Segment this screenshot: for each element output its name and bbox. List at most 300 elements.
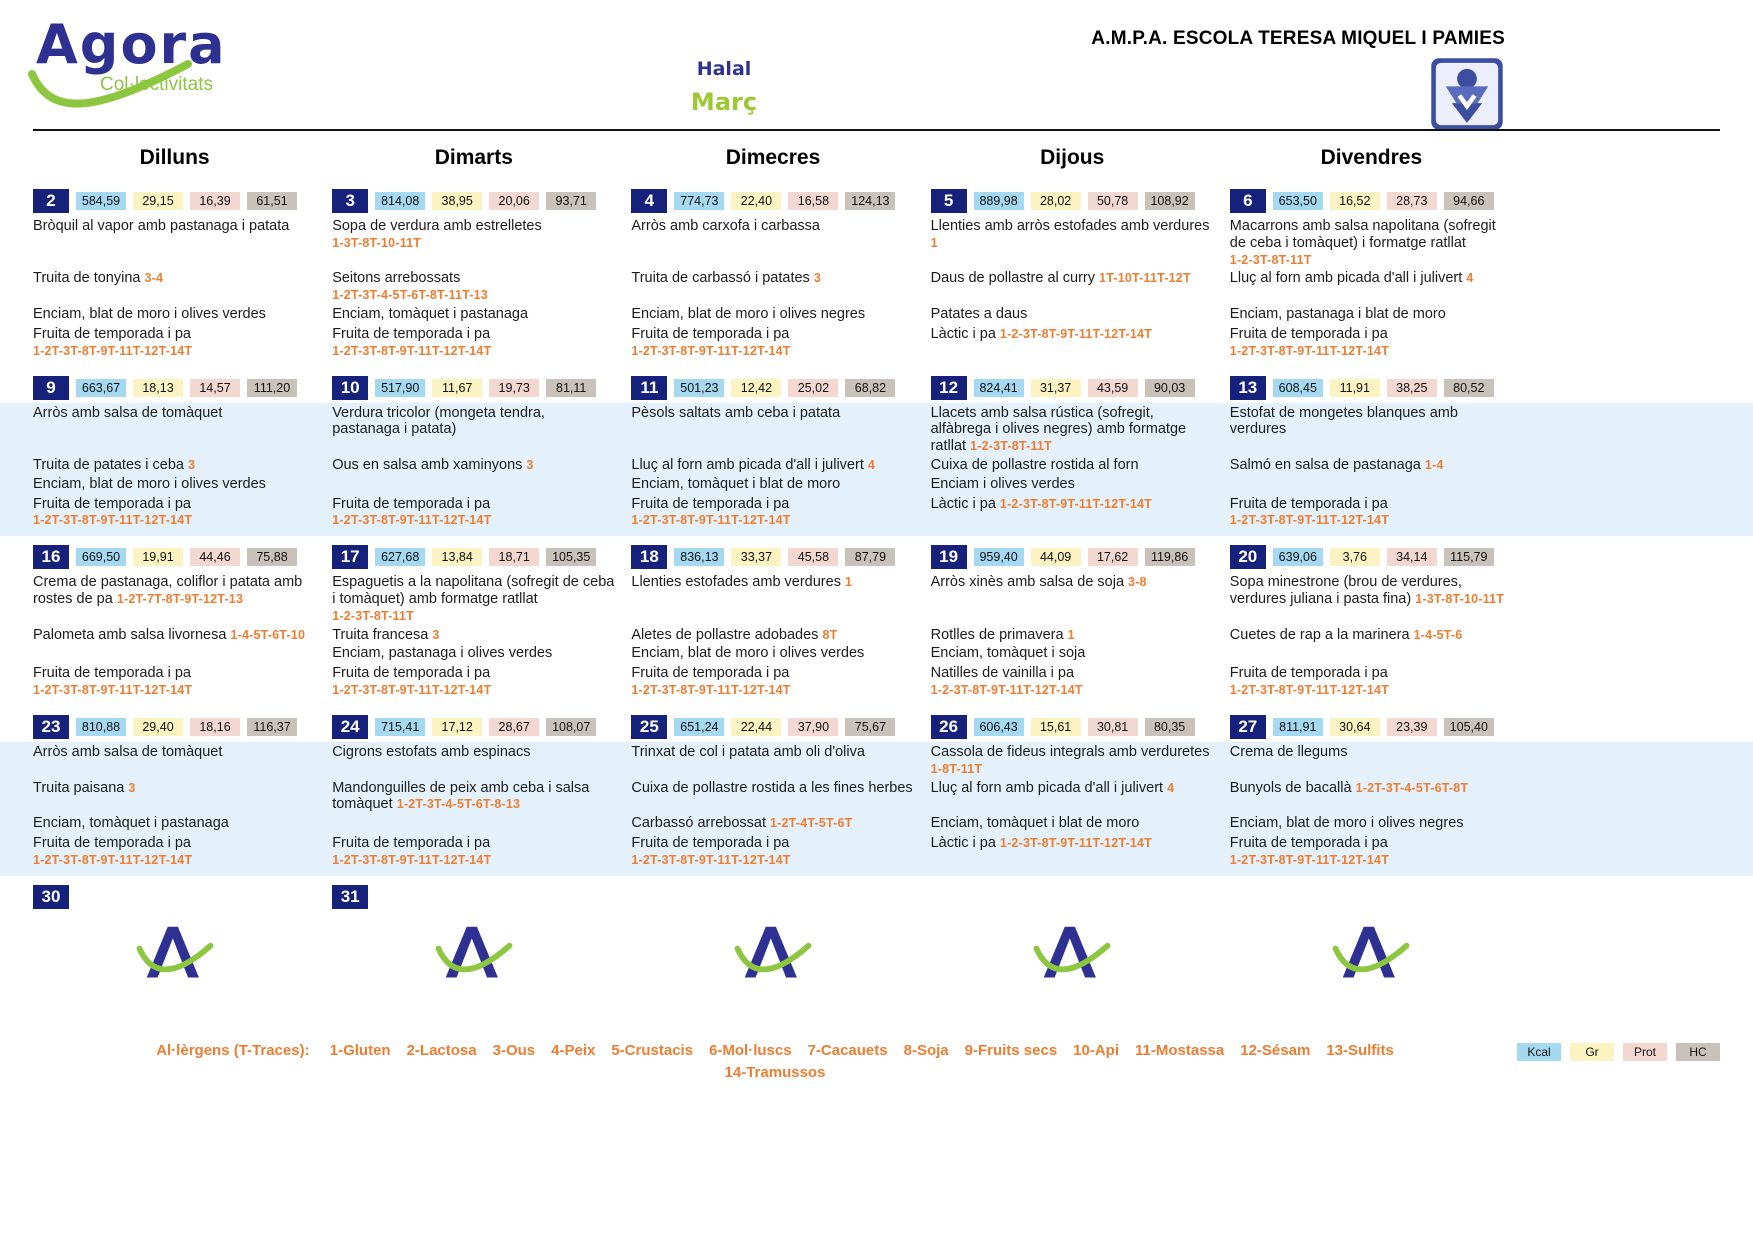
dish-name: Lluç al forn amb picada d'all i julivert	[1229, 270, 1463, 287]
nutrition-kcal: 836,13	[674, 548, 724, 566]
menu-item	[332, 815, 615, 832]
nutrition-gr: 11,67	[432, 379, 482, 397]
menu-item	[33, 270, 316, 304]
menu-item	[332, 744, 615, 778]
allergen-codes: 4	[1466, 271, 1474, 286]
day-header	[33, 545, 316, 569]
day-header	[332, 189, 615, 213]
brand-name: Agora	[36, 13, 227, 76]
dish-name: Arròs amb carxofa i carbassa	[631, 218, 820, 234]
dish-name: Rotlles de primavera	[930, 626, 1064, 643]
nutrition-prot: 50,78	[1088, 192, 1138, 210]
nutrition-hc: 75,67	[845, 718, 895, 736]
allergen-legend-item: 7-Cacauets	[807, 1042, 888, 1059]
menu-item	[931, 326, 1214, 360]
dish-name: Fruita de temporada i pa	[1229, 834, 1388, 851]
allergen-legend-item: 1-Gluten	[329, 1042, 391, 1059]
allergen-legend-item: 3-Ous	[492, 1042, 536, 1059]
page-header	[0, 0, 1753, 132]
allergen-codes: 1-2T-3T-8T-9T-11T-12T-14T	[332, 852, 492, 867]
allergen-legend-item: 11-Mostassa	[1135, 1042, 1225, 1059]
day-number: 30	[33, 885, 69, 909]
nutrition-prot: 20,06	[489, 192, 539, 210]
menu-item	[33, 815, 316, 832]
dish-name: Enciam, blat de moro i olives negres	[631, 306, 866, 323]
dish-name: Truita de carbassó i patates	[631, 270, 810, 287]
nutrition-kcal: 517,90	[375, 379, 425, 397]
agora-mark-icon	[732, 921, 814, 979]
allergen-codes: 1-3T-8T-10-11T	[332, 235, 422, 250]
menu-item	[33, 574, 316, 624]
menu-item	[931, 218, 1214, 268]
day-header	[931, 545, 1214, 569]
dish-name: Palometa amb salsa livornesa	[33, 626, 227, 643]
menu-item	[33, 218, 316, 268]
day-header	[33, 376, 316, 400]
week-row	[0, 706, 1753, 876]
day-number: 3	[332, 189, 368, 213]
menu-item	[931, 270, 1214, 304]
menu-item	[931, 496, 1214, 530]
allergen-codes: 1-2-3T-8T-9T-11T-12T-14T	[999, 326, 1153, 341]
menu-item	[1230, 496, 1513, 530]
menu-item	[33, 780, 316, 814]
allergen-codes: 1-4-5T-6T-10	[230, 627, 306, 642]
day-number: 9	[33, 376, 69, 400]
nutrition-hc: 80,35	[1145, 718, 1195, 736]
day-header	[1230, 545, 1513, 569]
nutrition-prot: 45,58	[788, 548, 838, 566]
nutrition-prot: 16,39	[190, 192, 240, 210]
menu-item	[332, 218, 615, 268]
allergen-codes: 1-2-3T-8T-11T	[1229, 252, 1312, 267]
allergen-codes: 3	[813, 271, 821, 286]
dish-name: Natilles de vainilla i pa	[930, 665, 1075, 682]
nutrition-kcal: 669,50	[76, 548, 126, 566]
nutrition-kcal: 663,67	[76, 379, 126, 397]
menu-item	[631, 405, 914, 455]
day-header	[332, 545, 615, 569]
dish-name: Llacets amb salsa rústica (sofregit, alfàbrega i olives negres) amb formatge ratllat	[930, 404, 1187, 455]
allergen-codes: 1-2-3T-8T-11T	[970, 439, 1052, 454]
day-header	[332, 376, 615, 400]
dish-name: Enciam, tomàquet i soja	[930, 645, 1086, 662]
dish-name: Ous en salsa amb xaminyons	[332, 456, 523, 473]
menu-item	[33, 665, 316, 699]
menu-item	[631, 496, 914, 530]
nutrition-prot: 23,39	[1387, 718, 1437, 736]
nutrition-gr: 13,84	[432, 548, 482, 566]
menu-item	[631, 835, 914, 869]
nutrition-kcal: 501,23	[674, 379, 724, 397]
allergen-legend-prefix: Al·lèrgens (T-Traces):	[156, 1042, 310, 1059]
legend-hc: HC	[1676, 1043, 1720, 1061]
dish-name: Cuixa de pollastre rostida a les fines herbes	[631, 779, 913, 796]
nutrition-gr: 38,95	[432, 192, 482, 210]
dish-name: Lluç al forn amb picada d'all i julivert	[930, 779, 1164, 796]
day-number: 5	[931, 189, 967, 213]
dish-name: Enciam, pastanaga i blat de moro	[1229, 306, 1446, 323]
nutrition-kcal: 651,24	[674, 718, 724, 736]
allergen-codes: 4	[1167, 780, 1175, 795]
nutrition-gr: 33,37	[731, 548, 781, 566]
dish-name: Enciam, tomàquet i pastanaga	[332, 306, 529, 323]
allergen-codes: 3-4	[144, 271, 164, 286]
allergen-codes: 1-2T-3T-8T-9T-11T-12T-14T	[1229, 513, 1390, 528]
agora-mark-icon	[1031, 921, 1113, 979]
legend-gr: Gr	[1570, 1043, 1614, 1061]
allergen-legend-item: 10-Api	[1073, 1042, 1120, 1059]
menu-item	[631, 645, 914, 662]
nutrition-gr: 30,64	[1330, 718, 1380, 736]
menu-item	[33, 326, 316, 360]
menu-item	[631, 665, 914, 699]
dish-name: Fruita de temporada i pa	[1229, 665, 1388, 682]
allergen-codes: 1-2T-3T-8T-9T-11T-12T-14T	[1229, 343, 1390, 358]
menu-item	[631, 476, 914, 493]
day-header	[631, 376, 914, 400]
dish-name: Arròs xinès amb salsa de soja	[930, 574, 1125, 591]
allergen-codes: 3	[188, 457, 196, 472]
dish-name: Aletes de pollastre adobades	[631, 626, 819, 643]
logo-row	[33, 913, 1513, 979]
menu-item	[931, 405, 1214, 455]
day-number: 19	[931, 545, 967, 569]
nutrition-prot: 44,46	[190, 548, 240, 566]
dish-name: Enciam, tomàquet i blat de moro	[631, 475, 841, 492]
menu-item	[332, 270, 615, 304]
dish-name: Cuixa de pollastre rostida al forn	[930, 456, 1139, 473]
dish-name: Mandonguilles de peix amb ceba i salsa tomàquet	[332, 779, 590, 813]
allergen-legend	[33, 1040, 1517, 1084]
menu-item	[931, 815, 1214, 832]
allergen-legend-item: 5-Crustacis	[611, 1042, 694, 1059]
nutrition-kcal: 584,59	[76, 192, 126, 210]
nutrition-kcal: 715,41	[375, 718, 425, 736]
day-number: 25	[631, 715, 667, 739]
menu-item	[1230, 476, 1513, 493]
week-dishes-band	[0, 216, 1753, 367]
menu-item	[33, 645, 316, 662]
allergen-codes: 1-2-3T-8T-9T-11T-12T-14T	[999, 496, 1153, 511]
dish-name: Fruita de temporada i pa	[1229, 325, 1388, 342]
menu-item	[332, 496, 615, 530]
menu-item	[33, 457, 316, 474]
menu-item	[33, 744, 316, 778]
day-header	[931, 376, 1214, 400]
nutrition-gr: 16,52	[1330, 192, 1380, 210]
allergen-codes: 1-2T-3T-4-5T-6T-8T-11T-13	[332, 288, 488, 303]
menu-item	[332, 780, 615, 814]
allergen-codes: 1-2T-3T-8T-9T-11T-12T-14T	[631, 513, 791, 528]
day-number: 12	[931, 376, 967, 400]
allergen-codes: 3	[526, 457, 534, 472]
menu-item	[631, 627, 914, 644]
dish-name: Daus de pollastre al curry	[930, 270, 1096, 287]
dish-name: Cuetes de rap a la marinera	[1229, 626, 1410, 643]
menu-item	[332, 405, 615, 455]
menu-item	[631, 780, 914, 814]
brand-subtitle: Col·lectivitats	[100, 74, 213, 95]
nutrition-prot: 37,90	[788, 718, 838, 736]
allergen-codes: 1	[845, 575, 853, 590]
agora-mark-icon	[433, 921, 515, 979]
menu-item	[1230, 665, 1513, 699]
dish-name: Bròquil al vapor amb pastanaga i patata	[33, 218, 290, 234]
allergen-codes: 1-2T-3T-8T-9T-11T-12T-14T	[1229, 852, 1390, 867]
dish-name: Carbassó arrebossat	[631, 815, 766, 832]
nutrition-hc: 80,52	[1444, 379, 1494, 397]
nutrition-hc: 105,40	[1444, 718, 1494, 736]
day-number: 20	[1230, 545, 1266, 569]
nutrition-gr: 29,40	[133, 718, 183, 736]
menu-item	[1230, 326, 1513, 360]
week-dishes-band	[0, 742, 1753, 876]
dish-name: Enciam, pastanaga i olives verdes	[332, 645, 553, 662]
menu-item	[33, 496, 316, 530]
allergen-legend-item: 13-Sulfits	[1326, 1042, 1394, 1059]
allergen-codes: 1-4	[1424, 457, 1444, 472]
day-header	[931, 715, 1214, 739]
dish-name: Fruita de temporada i pa	[631, 665, 790, 682]
allergen-codes: 1-4-5T-6	[1413, 627, 1463, 642]
dish-name: Bunyols de bacallà	[1229, 779, 1352, 796]
nutrition-hc: 124,13	[845, 192, 895, 210]
day-number: 13	[1230, 376, 1266, 400]
menu-item	[1230, 744, 1513, 778]
nutrition-kcal: 814,08	[375, 192, 425, 210]
menu-item	[332, 645, 615, 662]
dish-name: Fruita de temporada i pa	[33, 665, 191, 682]
dish-name: Llenties amb arròs estofades amb verdures	[930, 218, 1210, 234]
allergen-codes: 1-2T-3T-8T-9T-11T-12T-14T	[631, 852, 791, 867]
day-header	[931, 189, 1214, 213]
menu-item	[1230, 218, 1513, 268]
nutrition-gr: 29,15	[133, 192, 183, 210]
menu-item	[1230, 627, 1513, 644]
menu-item	[332, 326, 615, 360]
nutrition-gr: 15,61	[1031, 718, 1081, 736]
day-header	[631, 715, 914, 739]
dish-name: Enciam, tomàquet i blat de moro	[930, 815, 1140, 832]
menu-item	[631, 457, 914, 474]
dish-name: Fruita de temporada i pa	[631, 325, 790, 342]
week-row	[0, 180, 1753, 367]
dish-name: Estofat de mongetes blanques amb verdures	[1229, 404, 1458, 438]
menu-item	[33, 306, 316, 323]
header-divider	[33, 129, 1720, 131]
allergen-codes: 1-2T-3T-8T-9T-11T-12T-14T	[631, 683, 791, 698]
menu-type-block	[691, 58, 757, 116]
nutrition-prot: 16,58	[788, 192, 838, 210]
allergen-codes: 1	[1067, 627, 1075, 642]
nutrition-hc: 87,79	[845, 548, 895, 566]
dish-name: Trinxat de col i patata amb oli d'oliva	[631, 743, 865, 760]
menu-item	[332, 476, 615, 493]
nutrition-gr: 22,40	[731, 192, 781, 210]
menu-item	[33, 476, 316, 493]
menu-item	[1230, 780, 1513, 814]
page-footer	[0, 1040, 1753, 1084]
allergen-legend-item: 2-Lactosa	[406, 1042, 477, 1059]
nutrition-prot: 30,81	[1088, 718, 1138, 736]
nutrition-kcal: 639,06	[1273, 548, 1323, 566]
school-title: A.M.P.A. ESCOLA TERESA MIQUEL I PAMIES	[1091, 28, 1505, 49]
allergen-codes: 1-2T-3T-8T-9T-11T-12T-14T	[33, 343, 193, 358]
nutrition-prot: 28,67	[489, 718, 539, 736]
nutrition-gr: 28,02	[1031, 192, 1081, 210]
dish-name: Enciam, blat de moro i olives negres	[1229, 815, 1464, 832]
diet-label: Halal	[696, 58, 752, 80]
allergen-legend-item: 9-Fruits secs	[964, 1042, 1058, 1059]
menu-item	[1230, 270, 1513, 304]
day-number: 24	[332, 715, 368, 739]
day-number: 31	[332, 885, 368, 909]
nutrition-gr: 17,12	[432, 718, 482, 736]
dish-name: Seitons arrebossats	[332, 270, 461, 287]
nutrition-hc: 94,66	[1444, 192, 1494, 210]
dish-name: Truita de patates i ceba	[33, 456, 184, 473]
allergen-codes: 1-2T-3T-8T-9T-11T-12T-14T	[332, 513, 492, 528]
dish-name: Verdura tricolor (mongeta tendra, pastanaga i patata)	[332, 404, 545, 438]
menu-weeks	[0, 180, 1753, 876]
menu-item	[1230, 645, 1513, 662]
nutrition-hc: 105,35	[546, 548, 596, 566]
nutrition-gr: 22,44	[731, 718, 781, 736]
allergen-codes: 1-2T-3T-8T-9T-11T-12T-14T	[332, 343, 492, 358]
menu-item	[631, 326, 914, 360]
nutrition-gr: 12,42	[731, 379, 781, 397]
nutrition-kcal: 608,45	[1273, 379, 1323, 397]
dish-name: Crema de llegums	[1229, 743, 1348, 760]
nutrition-hc: 108,07	[546, 718, 596, 736]
menu-item	[332, 627, 615, 644]
allergen-codes: 1-3T-8T-10-11T	[1415, 592, 1505, 606]
menu-item	[631, 815, 914, 832]
dish-name: Fruita de temporada i pa	[1229, 495, 1388, 512]
weekday-dilluns: Dilluns	[139, 146, 210, 169]
dish-name: Enciam, blat de moro i olives verdes	[33, 475, 266, 492]
allergen-codes: 1-2T-3T-4-5T-6T-8T	[1355, 780, 1469, 795]
dish-name: Patates a daus	[930, 306, 1028, 323]
dish-name: Cigrons estofats amb espinacs	[332, 743, 531, 760]
weekday-header-row	[33, 132, 1513, 180]
dish-name: Truita de tonyina	[33, 270, 141, 287]
nutrition-kcal: 959,40	[974, 548, 1024, 566]
nutrition-prot: 38,25	[1387, 379, 1437, 397]
nutrition-hc: 116,37	[247, 718, 297, 736]
nutrition-hc: 93,71	[546, 192, 596, 210]
dish-name: Enciam, tomàquet i pastanaga	[33, 815, 229, 832]
dish-name: Fruita de temporada i pa	[33, 325, 191, 342]
dish-name: Fruita de temporada i pa	[631, 834, 790, 851]
day-number: 18	[631, 545, 667, 569]
dish-name: Espaguetis a la napolitana (sofregit de ceba i tomàquet) amb formatge ratllat	[332, 574, 615, 607]
menu-item	[931, 665, 1214, 699]
nutrition-gr: 31,37	[1031, 379, 1081, 397]
menu-item	[332, 835, 615, 869]
menu-item	[931, 306, 1214, 323]
nutrition-kcal: 627,68	[375, 548, 425, 566]
day-header	[332, 715, 615, 739]
nutrition-kcal: 889,98	[974, 192, 1024, 210]
school-emblem-icon	[1429, 56, 1505, 132]
weekday-dimecres: Dimecres	[725, 146, 821, 169]
weekday-divendres: Divendres	[1320, 146, 1423, 169]
nutrition-kcal: 606,43	[974, 718, 1024, 736]
nutrition-hc: 90,03	[1145, 379, 1195, 397]
nutrition-kcal: 824,41	[974, 379, 1024, 397]
nutrition-hc: 81,11	[546, 379, 596, 397]
nutrition-gr: 3,76	[1330, 548, 1380, 566]
nutrition-prot: 17,62	[1088, 548, 1138, 566]
nutrition-hc: 75,88	[247, 548, 297, 566]
day-number: 11	[631, 376, 667, 400]
day-number: 26	[931, 715, 967, 739]
nutrition-prot: 28,73	[1387, 192, 1437, 210]
menu-item	[931, 744, 1214, 778]
menu-item	[931, 627, 1214, 644]
menu-item	[631, 744, 914, 778]
allergen-codes: 1-2T-3T-4-5T-6T-8-13	[396, 797, 521, 812]
extra-week-row	[33, 876, 1513, 913]
dish-name: Enciam, blat de moro i olives verdes	[631, 645, 865, 662]
agora-logo	[36, 13, 296, 118]
day-number: 16	[33, 545, 69, 569]
allergen-codes: 1-2T-3T-8T-9T-11T-12T-14T	[33, 852, 193, 867]
dish-name: Enciam i olives verdes	[930, 475, 1075, 492]
dish-name: Fruita de temporada i pa	[332, 495, 491, 512]
week-row	[0, 367, 1753, 537]
nutrition-prot: 19,73	[489, 379, 539, 397]
nutrition-hc: 68,82	[845, 379, 895, 397]
dish-name: Crema de pastanaga, coliflor i patata amb rostes de pa	[33, 574, 303, 607]
day-header	[33, 715, 316, 739]
nutrition-hc: 119,86	[1145, 548, 1195, 566]
dish-name: Llenties estofades amb verdures	[631, 574, 841, 591]
menu-item	[931, 457, 1214, 474]
dish-name: Fruita de temporada i pa	[332, 665, 491, 682]
menu-item	[332, 665, 615, 699]
menu-item	[1230, 405, 1513, 455]
nutrition-gr: 44,09	[1031, 548, 1081, 566]
day-number: 6	[1230, 189, 1266, 213]
dish-name: Lluç al forn amb picada d'all i julivert	[631, 456, 864, 473]
allergen-codes: 8T	[822, 627, 838, 642]
agora-mark-icon	[1330, 921, 1412, 979]
nutrition-kcal: 653,50	[1273, 192, 1323, 210]
weekday-dimarts: Dimarts	[434, 146, 513, 169]
nutrition-prot: 18,71	[489, 548, 539, 566]
dish-name: Pèsols saltats amb ceba i patata	[631, 404, 841, 421]
nutrition-prot: 34,14	[1387, 548, 1437, 566]
day-header	[1230, 189, 1513, 213]
allergen-codes: 1-2T-3T-8T-9T-11T-12T-14T	[33, 683, 193, 698]
allergen-codes: 1-2-3T-8T-9T-11T-12T-14T	[999, 835, 1153, 850]
allergen-codes: 4	[867, 457, 876, 472]
dish-name: Làctic i pa	[930, 325, 996, 342]
menu-item	[332, 306, 615, 323]
week-dishes-band	[0, 572, 1753, 706]
dish-name: Salmó en salsa de pastanaga	[1229, 456, 1421, 473]
nutrition-kcal: 810,88	[76, 718, 126, 736]
menu-item	[1230, 306, 1513, 323]
allergen-codes: 1-2T-4T-5T-6T	[770, 816, 853, 831]
nutrition-gr: 19,91	[133, 548, 183, 566]
menu-item	[931, 780, 1214, 814]
allergen-codes: 1-2-3T-8T-9T-11T-12T-14T	[930, 683, 1083, 698]
nutrition-hc: 61,51	[247, 192, 297, 210]
